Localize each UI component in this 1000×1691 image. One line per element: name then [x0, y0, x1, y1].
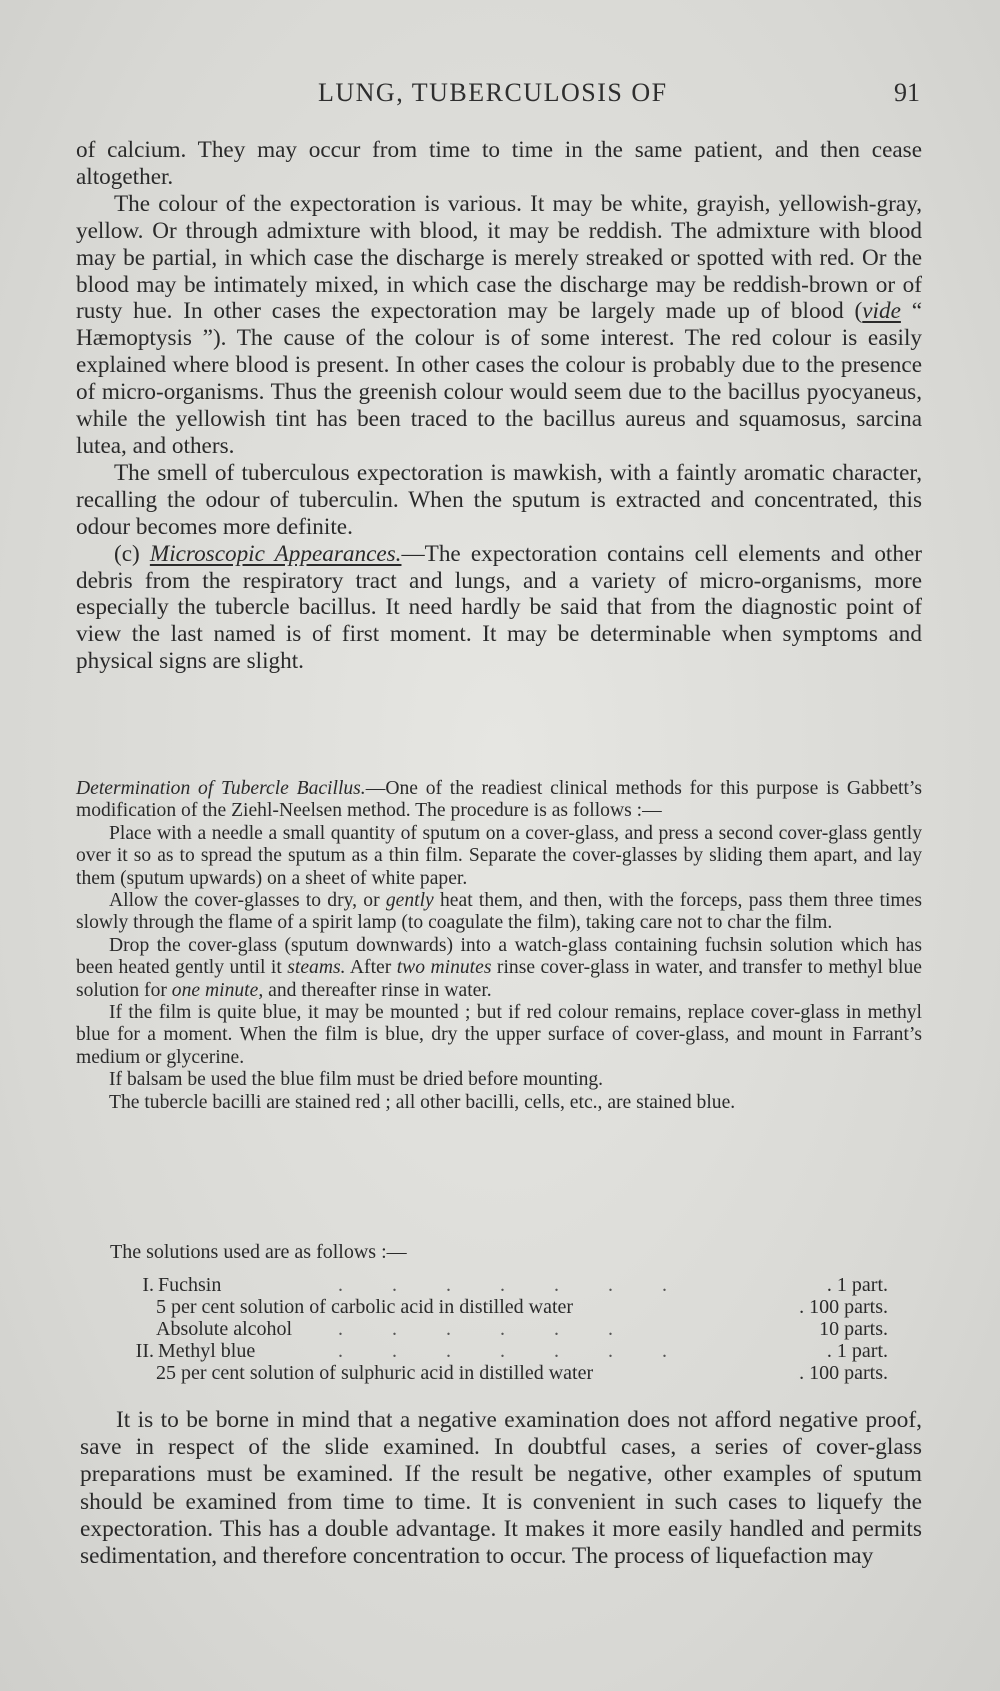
main-text: [76, 137, 922, 675]
page-header: [0, 78, 1000, 118]
solution-row: [118, 1362, 888, 1384]
paragraph-text: The colour of the expectoration is various. It may be white, grayish, yellowish-gray, yellow. Or through admixture with blood, it may be reddish. The admixture with blood may be partial, in which case the discharge is merely streaked or spotted with red. Or the blood may be intimately mixed, in which case the discharge may be reddish-brown or of rusty hue. In other cases the expectoration may be largely made up of blood (: [76, 190, 922, 325]
paragraph-text: If the film is quite blue, it may be mounted ; but if red colour remains, replace cover-glass in methyl blue for a moment. When the film is blue, dry the upper surface of cover-glass, and mount in Farrant’s medium or glycerine.: [76, 1002, 922, 1068]
solution-ingredient: 25 per cent solution of sulphuric acid in distilled water: [156, 1362, 594, 1384]
page-number: 91: [894, 78, 920, 107]
paragraph-step-balsam: [76, 1069, 922, 1091]
solution-ingredient: Methyl blue: [158, 1340, 256, 1362]
leader-dots: . . . . . .: [338, 1318, 635, 1340]
paragraph-step-place: [76, 823, 922, 890]
leader-dots: . . . . . . .: [338, 1274, 689, 1296]
solution-row: [118, 1340, 888, 1362]
paragraph-step-drop: [76, 935, 922, 1002]
vide-italic: vide: [862, 298, 901, 325]
solution-number: I.: [142, 1274, 154, 1296]
paragraph-text: It is to be borne in mind that a negative examination does not afford negative proof, save in respect of the slide examined. In doubtful cases, a series of cover-glass preparations must be examined. If the result be negative, other examples of sputum should be examined from time to time. It is convenient in such cases to liquefy the expectoration. This has a double advantage. It makes it more easily handled and permits sedimentation, and therefore concentration to occur. The process of liquefaction may: [80, 1407, 922, 1570]
paragraph-text: and thereafter rinse in water.: [263, 979, 492, 1001]
solution-quantity: . 1 part.: [826, 1340, 888, 1362]
paragraph-text: —The expectoration contains cell elements and other debris from the respiratory tract and lungs, and a variety of micro-organisms, more especially the tubercle bacillus. It need hardly be said that from the diagnostic point of view the last named is of first moment. It may be determinable when symptoms and physical signs are slight.: [76, 540, 922, 675]
solution-ingredient: Absolute alcohol: [156, 1318, 293, 1340]
leader-dots: . . . . . . .: [338, 1340, 689, 1362]
section-marker: (c): [114, 540, 150, 567]
solution-row: [118, 1318, 888, 1340]
emphasis: one minute,: [171, 979, 264, 1001]
paragraph-determination: [76, 778, 922, 823]
solutions-intro: The solutions used are as follows :—: [110, 1241, 407, 1263]
paragraph-calcium: [76, 137, 922, 191]
solution-number: II.: [135, 1340, 154, 1362]
paragraph-colour: [76, 191, 922, 460]
paragraph-text: The smell of tuberculous expectoration is mawkish, with a faintly aromatic character, recalling the odour of tuberculin. When the sputum is extracted and concentrated, this odour becomes more definite.: [76, 459, 922, 540]
paragraph-text: Drop the cover-glass (sputum downwards) into a watch-glass containing fuchsin solution which has been heated gently until it: [76, 934, 922, 979]
paragraph-negative-examination: [80, 1407, 922, 1570]
solution-row: [118, 1296, 888, 1318]
solution-quantity: 10 parts.: [819, 1318, 888, 1340]
running-head: LUNG, TUBERCULOSIS OF: [318, 78, 668, 107]
solution-ingredient: Fuchsin: [158, 1274, 222, 1296]
solution-ingredient: 5 per cent solution of carbolic acid in distilled water: [156, 1296, 574, 1318]
paragraph-text: “ Hæmoptysis ”). The cause of the colour is of some interest. The red colour is easily explained where blood is present. In other cases the colour is probably due to the presence of micro-organisms. Thus the greenish colour would seem due to the bacillus pyocyaneus, while the yellowish tint has been traced to the bacillus aureus and squamosus, sarcina lutea, and others.: [76, 298, 922, 459]
section-heading: Microscopic Appearances.: [149, 540, 402, 567]
paragraph-step-dry: [76, 890, 922, 935]
paragraph-step-mount: [76, 1002, 922, 1069]
solution-quantity: . 100 parts.: [799, 1296, 888, 1318]
emphasis: steams.: [287, 957, 346, 979]
paragraph-text: Place with a needle a small quantity of sputum on a cover-glass, and press a second cover-glass gently over it so as to spread the sputum as a thin film. Separate the cover-glasses by sliding them apart, and lay them (sputum upwards) on a sheet of white paper.: [76, 822, 922, 889]
solution-quantity: . 1 part.: [826, 1274, 888, 1296]
paragraph-microscopic: [76, 541, 922, 676]
paragraph-text: —One of the readiest clinical methods for this purpose is Gabbett’s modification of the Ziehl-Neelsen method. The procedure is as follows :—: [76, 778, 922, 822]
paragraph-text: of calcium. They may occur from time to time in the same patient, and then cease altogether.: [76, 137, 922, 190]
emphasis: two minutes: [396, 957, 492, 979]
paragraph-smell: [76, 460, 922, 541]
solutions-table: [118, 1274, 888, 1384]
procedure-text: [76, 778, 922, 1114]
closing-text: [80, 1407, 922, 1570]
solution-row: [118, 1274, 888, 1296]
paragraph-text: Allow the cover-glasses to dry, or: [109, 890, 386, 912]
paragraph-text: heat them, and then, with the forceps, pass them three times slowly through the flame of a spirit lamp (to coagulate the film), taking care not to char the film.: [76, 890, 922, 934]
paragraph-text: If balsam be used the blue film must be dried before mounting.: [109, 1069, 604, 1091]
paragraph-step-result: [76, 1092, 922, 1114]
paragraph-text: The tubercle bacilli are stained red ; all other bacilli, cells, etc., are stained blue.: [109, 1091, 736, 1113]
emphasis: gently: [385, 890, 434, 912]
paragraph-text: rinse cover-glass in water, and transfer to methyl blue solution for: [76, 957, 922, 1001]
subsection-heading: Determination of Tubercle Bacillus.: [76, 778, 366, 799]
paragraph-text: After: [345, 957, 397, 979]
solution-quantity: . 100 parts.: [799, 1362, 888, 1384]
